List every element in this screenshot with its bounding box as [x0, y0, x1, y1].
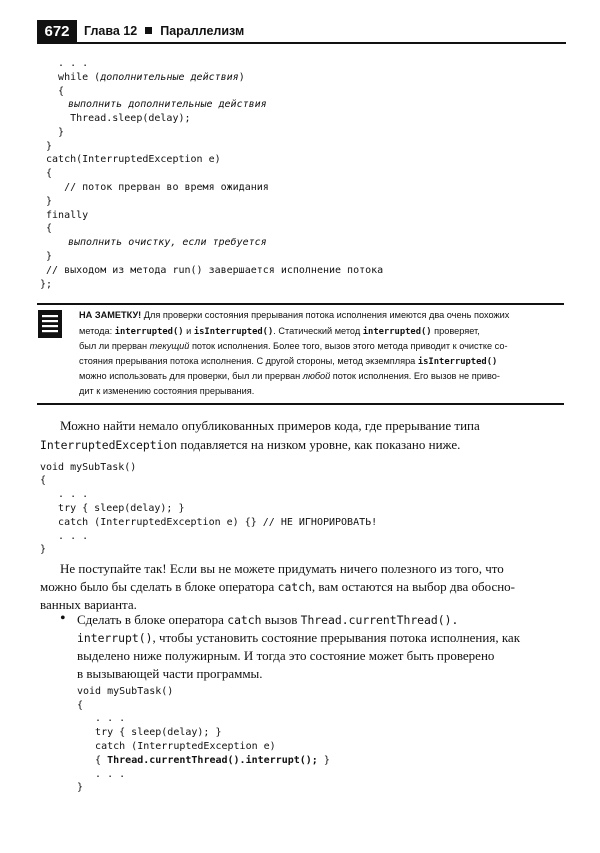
code-line: {	[40, 223, 53, 234]
body-text-line: InterruptedException подавляется на низком уровне, как показано ниже.	[40, 437, 461, 452]
code-line: . . .	[40, 531, 89, 542]
chapter-label: Глава 12	[84, 24, 138, 38]
code-line: выполнить очистку, если требуется	[68, 237, 267, 248]
note-label: НА ЗАМЕТКУ!	[79, 310, 142, 320]
code-line: try { sleep(delay); }	[77, 727, 222, 738]
code-line: Thread.sleep(delay);	[40, 113, 191, 124]
code-line: void mySubTask()	[77, 686, 174, 697]
code-line: // поток прерван во время ожидания	[40, 182, 269, 193]
code-line: // выходом из метода run() завершается исполнение потока	[40, 265, 384, 276]
bullet-icon: •	[60, 610, 66, 627]
code-line: }	[40, 251, 53, 262]
code-line: finally	[40, 210, 89, 221]
code-line: . . .	[77, 713, 126, 724]
note-line: можно использовать для проверки, был ли прерван любой поток исполнения. Его вызов не приво-	[79, 371, 500, 381]
bullet-text-line: в вызывающей части программы.	[77, 666, 263, 681]
code-line: try { sleep(delay); }	[40, 503, 185, 514]
code-line: }	[40, 127, 65, 138]
code-line: }	[40, 544, 47, 555]
body-text-line: ванных варианта.	[40, 597, 137, 612]
note-line: метода: interrupted() и isInterrupted(). Статический метод interrupted() проверяет,	[79, 326, 480, 337]
code-line: {	[40, 168, 53, 179]
code-line: . . .	[40, 58, 89, 69]
note-line: НА ЗАМЕТКУ! Для проверки состояния прерывания потока исполнения имеются два очень похожих	[79, 310, 510, 320]
body-text-line: Можно найти немало опубликованных примеров кода, где прерывание типа	[60, 418, 480, 433]
bullet-text-line: выделено ниже полужирным. И тогда это состояние может быть проверено	[77, 648, 495, 663]
square-bullet-icon	[145, 27, 152, 34]
bullet-text-line: Сделать в блоке оператора catch вызов Thread.currentThread().	[77, 612, 459, 627]
page-number: 672	[37, 20, 77, 44]
code-line: { Thread.currentThread().interrupt(); }	[77, 755, 330, 766]
code-line: . . .	[77, 769, 126, 780]
code-line: . . .	[40, 489, 89, 500]
note-top-rule	[37, 303, 564, 305]
code-line: }	[40, 196, 53, 207]
header-rule	[76, 42, 566, 44]
code-line: выполнить дополнительные действия	[68, 99, 267, 110]
body-text-line: можно было бы сделать в блоке оператора catch, вам остаются на выбор два обосно-	[40, 579, 515, 594]
code-line: };	[40, 279, 53, 290]
code-line: catch(InterruptedException e)	[40, 154, 221, 165]
running-header	[84, 24, 244, 38]
code-line: catch (InterruptedException e) {} // НЕ ИГНОРИРОВАТЬ!	[40, 517, 378, 528]
note-line: стояния прерывания потока исполнения. С другой стороны, метод экземпляра isInterrupted()	[79, 356, 498, 367]
code-line: while (дополнительные действия)	[40, 72, 245, 83]
bullet-text-line: interrupt(), чтобы установить состояние прерывания потока исполнения, как	[77, 630, 521, 645]
code-line: }	[77, 782, 84, 793]
note-icon	[38, 310, 62, 338]
body-text-line: Не поступайте так! Если вы не можете придумать ничего полезного из того, что	[60, 561, 504, 576]
code-line: {	[77, 700, 84, 711]
code-line: {	[40, 86, 65, 97]
code-line: void mySubTask()	[40, 462, 137, 473]
note-bottom-rule	[37, 403, 564, 405]
code-line: }	[40, 141, 53, 152]
code-line: catch (InterruptedException e)	[77, 741, 276, 752]
code-line: {	[40, 475, 47, 486]
chapter-title: Параллелизм	[160, 24, 245, 38]
note-line: дит к изменению состояния прерывания.	[79, 386, 255, 396]
note-line: был ли прерван текущий поток исполнения. Более того, вызов этого метода приводит к очистке со-	[79, 341, 508, 351]
